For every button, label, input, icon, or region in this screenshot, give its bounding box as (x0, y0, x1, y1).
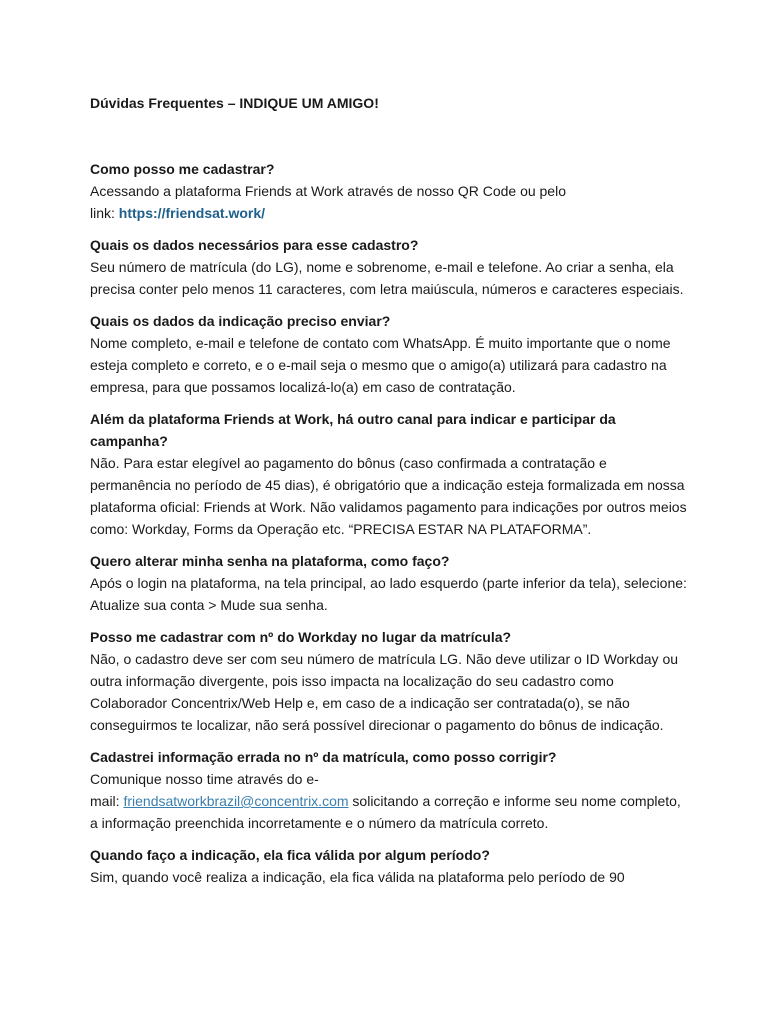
faq-answer: Sim, quando você realiza a indicação, ela fica válida na plataforma pelo período de 90 (90, 869, 625, 885)
faq-question: Como posso me cadastrar? (90, 161, 275, 177)
faq-item-fix-registration (90, 746, 690, 834)
faq-answer: Nome completo, e-mail e telefone de contato com WhatsApp. É muito importante que o nome esteja completo e correto, e o e-mail seja o mesmo que o amigo(a) utilizará para cadastro na empresa, para que possamos localizá-lo(a) em caso de contratação. (90, 335, 671, 395)
faq-question: Quais os dados da indicação preciso enviar? (90, 313, 391, 329)
faq-answer: Seu número de matrícula (do LG), nome e sobrenome, e-mail e telefone. Ao criar a senha, ela precisa conter pelo menos 11 caracteres, com letra maiúscula, números e caracteres especiais. (90, 259, 684, 297)
faq-question: Quando faço a indicação, ela fica válida por algum período? (90, 847, 490, 863)
faq-item-referral-data (90, 310, 690, 398)
faq-item-required-data (90, 234, 690, 300)
faq-answer-text: Acessando a plataforma Friends at Work através de nosso QR Code ou pelo (90, 183, 566, 199)
faq-item-register (90, 158, 690, 224)
faq-document (90, 92, 690, 898)
faq-answer-suffix: solicitando a correção e informe seu nome completo, a informação preenchida incorretamente e o número da matrícula correto. (90, 793, 681, 831)
faq-item-workday-number (90, 626, 690, 736)
faq-answer-prefix: mail: (90, 793, 124, 809)
faq-question: Posso me cadastrar com nº do Workday no lugar da matrícula? (90, 629, 512, 645)
faq-question: Além da plataforma Friends at Work, há outro canal para indicar e participar da campanha? (90, 411, 616, 449)
faq-item-other-channel (90, 408, 690, 540)
faq-item-change-password (90, 550, 690, 616)
faq-question: Quero alterar minha senha na plataforma, como faço? (90, 553, 450, 569)
faq-answer (90, 180, 690, 224)
faq-answer: Não. Para estar elegível ao pagamento do bônus (caso confirmada a contratação e permanência no período de 45 dias), é obrigatório que a indicação esteja formalizada em nossa plataforma oficial: Friends at Work. Não validamos pagamento para indicações por outros meios como: Workday, Forms da Operação etc. “PRECISA ESTAR NA PLATAFORMA”. (90, 455, 687, 537)
faq-answer-text: Comunique nosso time através do e- (90, 771, 319, 787)
support-email-link[interactable]: friendsatworkbrazil@concentrix.com (123, 793, 349, 809)
faq-answer (90, 768, 690, 834)
friendsat-work-link[interactable]: https://friendsat.work/ (118, 205, 266, 221)
faq-answer: Após o login na plataforma, na tela principal, ao lado esquerdo (parte inferior da tela), selecione: Atualize sua conta > Mude sua senha. (90, 575, 687, 613)
faq-item-validity-period (90, 844, 690, 888)
faq-question: Quais os dados necessários para esse cadastro? (90, 237, 419, 253)
faq-answer-prefix: link: (90, 205, 119, 221)
faq-answer: Não, o cadastro deve ser com seu número de matrícula LG. Não deve utilizar o ID Workday ou outra informação divergente, pois isso impacta na localização do seu cadastro como Colaborador Concentrix/Web Help e, em caso de a indicação ser contratada(o), se não conseguirmos te localizar, não será possível direcionar o pagamento do bônus de indicação. (90, 651, 679, 733)
faq-question: Cadastrei informação errada no nº da matrícula, como posso corrigir? (90, 749, 557, 765)
document-title: Dúvidas Frequentes – INDIQUE UM AMIGO! (90, 95, 379, 111)
